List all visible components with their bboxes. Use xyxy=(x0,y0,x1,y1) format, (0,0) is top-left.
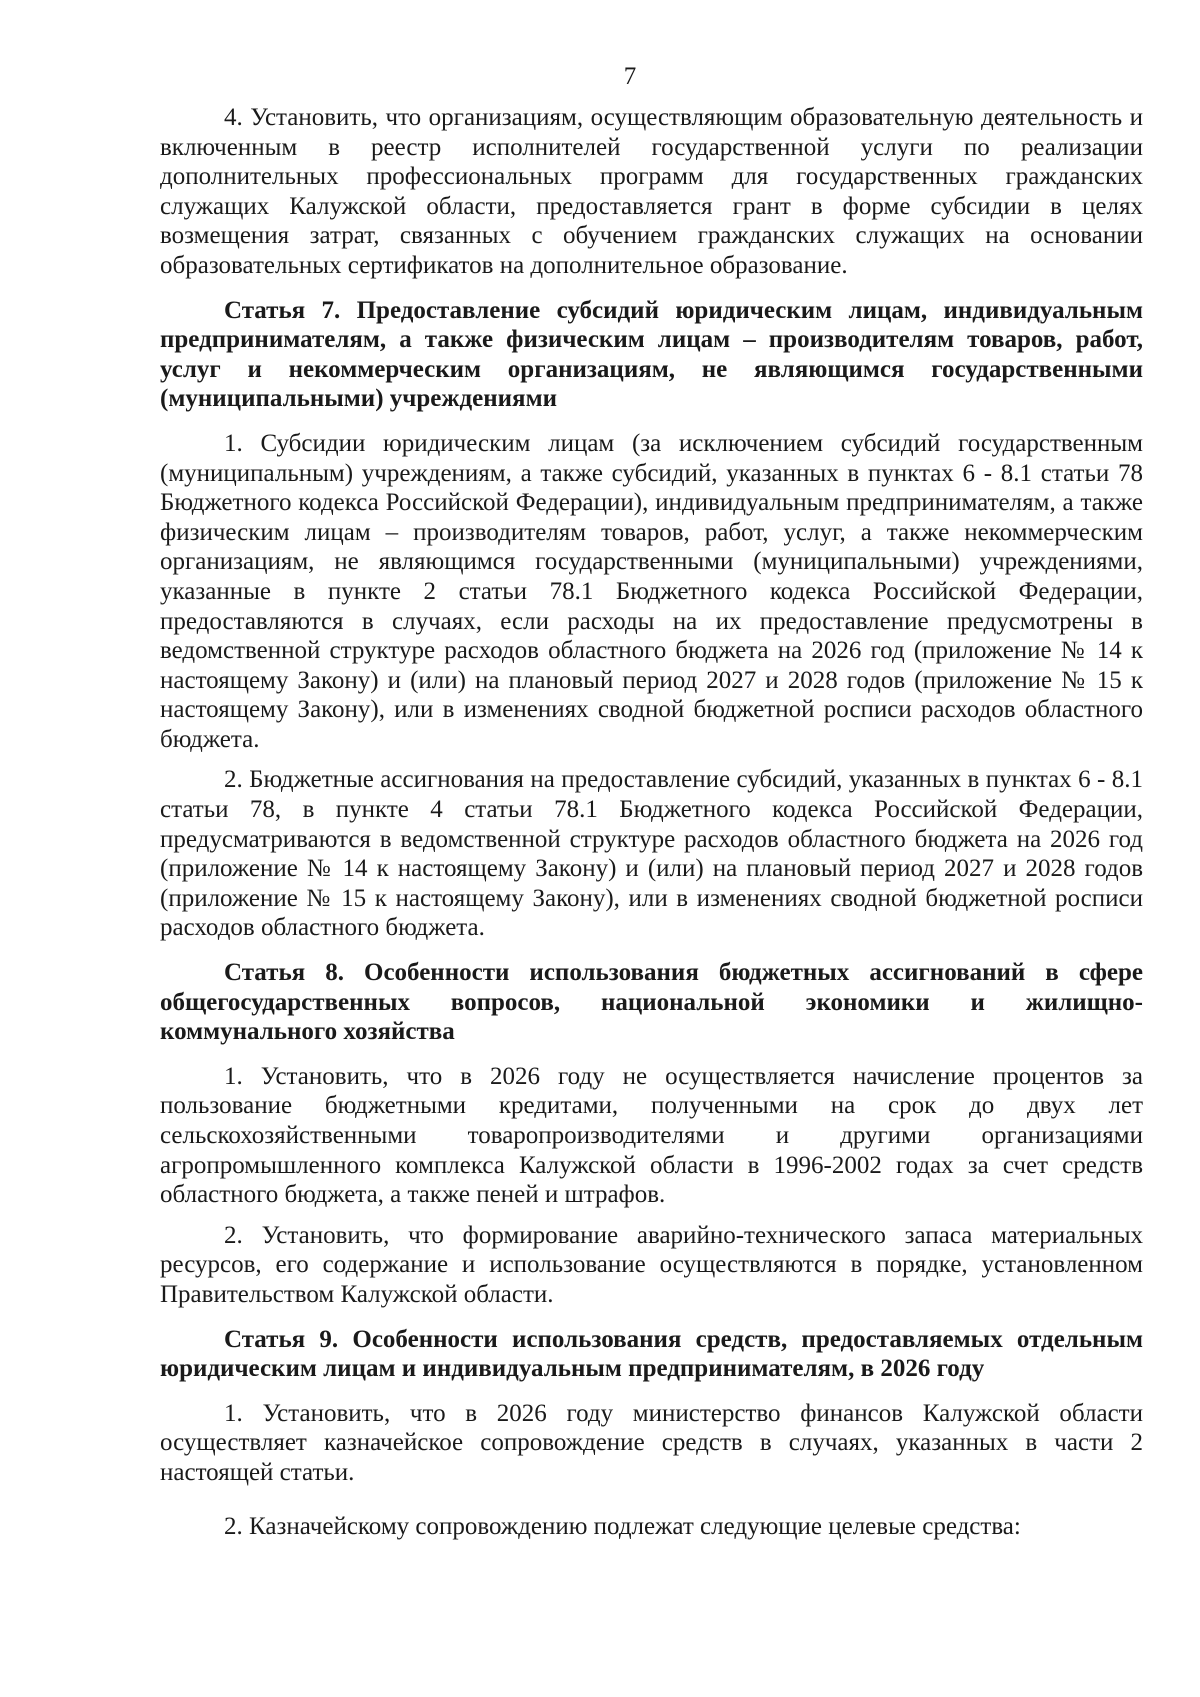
article-9-heading: Статья 9. Особенности использования средств, предоставляемых отдельным юридическим лицам и индивидуальным предпринимателям, в 2026 году xyxy=(160,1325,1143,1383)
article-8-paragraph-1: 1. Установить, что в 2026 году не осуществляется начисление процентов за пользование бюджетными кредитами, полученными на срок до двух лет сельскохозяйственными товаропроизводителями и другими организациями агропромышленного комплекса Калужской области в 1996-2002 годах за счет средств областного бюджета, а также пеней и штрафов. xyxy=(160,1062,1143,1209)
article-9-paragraph-2: 2. Казначейскому сопровождению подлежат следующие целевые средства: xyxy=(224,1512,1021,1540)
article-7-heading: Статья 7. Предоставление субсидий юридическим лицам, индивидуальным предпринимателям, а также физическим лицам – производителям товаров, работ, услуг и некоммерческим организациям, не являющимся государственными (муниципальными) учреждениями xyxy=(160,296,1143,413)
article-8-heading: Статья 8. Особенности использования бюджетных ассигнований в сфере общегосударственных вопросов, национальной экономики и жилищно-коммунального хозяйства xyxy=(160,959,1143,1046)
document-body xyxy=(160,103,1143,1541)
article-7-paragraph-1: 1. Субсидии юридическим лицам (за исключением субсидий государственным (муниципальным) учреждениям, а также субсидий, указанных в пунктах 6 - 8.1 статьи 78 Бюджетного кодекса Российской Федерации), индивидуальным предпринимателям, а также физическим лицам – производителям товаров, работ, услуг, а также некоммерческим организациям, не являющимся государственными (муниципальными) учреждениями, указанные в пункте 2 статьи 78.1 Бюджетного кодекса Российской Федерации, предоставляются в случаях, если расходы на их предоставление предусмотрены в ведомственной структуре расходов областного бюджета на 2026 год (приложение № 14 к настоящему Закону) и (или) на плановый период 2027 и 2028 годов (приложение № 15 к настоящему Закону), или в изменениях сводной бюджетной росписи расходов областного бюджета. xyxy=(160,429,1143,753)
article-8-paragraph-2: 2. Установить, что формирование аварийно-технического запаса материальных ресурсов, его содержание и использование осуществляются в порядке, установленном Правительством Калужской области. xyxy=(160,1221,1143,1308)
paragraph-4-grant: 4. Установить, что организациям, осуществляющим образовательную деятельность и включенным в реестр исполнителей государственной услуги по реализации дополнительных профессиональных программ для государственных гражданских служащих Калужской области, предоставляется грант в форме субсидии в целях возмещения затрат, связанных с обучением гражданских служащих на основании образовательных сертификатов на дополнительное образование. xyxy=(160,104,1143,279)
page-number: 7 xyxy=(623,63,637,90)
article-7-paragraph-2: 2. Бюджетные ассигнования на предоставление субсидий, указанных в пунктах 6 - 8.1 статьи 78, в пункте 4 статьи 78.1 Бюджетного кодекса Российской Федерации, предусматриваются в ведомственной структуре расходов областного бюджета на 2026 год (приложение № 14 к настоящему Закону) и (или) на плановый период 2027 и 2028 годов (приложение № 15 к настоящему Закону), или в изменениях сводной бюджетной росписи расходов областного бюджета. xyxy=(160,766,1143,942)
article-9-paragraph-1: 1. Установить, что в 2026 году министерство финансов Калужской области осуществляет казначейское сопровождение средств в случаях, указанных в части 2 настоящей статьи. xyxy=(160,1399,1143,1486)
